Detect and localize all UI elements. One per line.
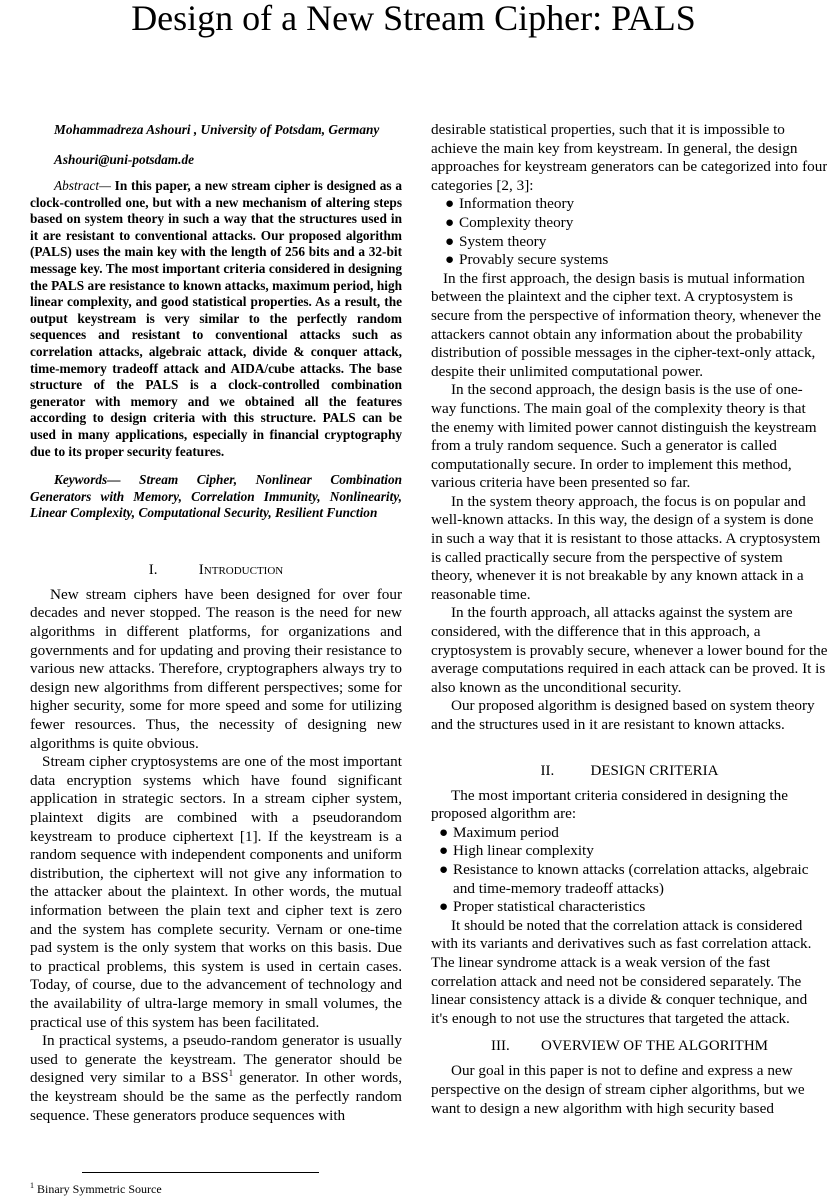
list-item: ● Proper statistical characteristics: [439, 898, 646, 916]
section-3-title: OVERVIEW OF THE ALGORITHM: [541, 1038, 768, 1055]
footnote-number: 1: [30, 1181, 34, 1190]
abstract-text: In this paper, a new stream cipher is designed as a clock-controlled one, but with a new mechanism of altering steps based on system theory in such a way that the structures used in it are resistant to conventional attacks. Our proposed algorithm (PALS) uses the main key with the length of 256 bits and a 32-bit message key. The most important criteria considered in designing the PALS are resistance to known attacks, maximum period, high linear complexity, and good statistical properties. As a result, the output keystream is very similar to the perfectly random sequences and resistant to conventional attacks such as correlation attacks, algebraic attack, divide & conquer attack, time-memory tradeoff attack and AIDA/cube attacks. The base structure of the PALS is a clock-controlled combination generator with memory and we obtained all the features according to design criteria with this structure. PALS can be used in many applications, especially in financial cryptography due to its proper security features.: [30, 178, 402, 459]
keywords: Keywords— Stream Cipher, Nonlinear Combination Generators with Memory, Correlation Immunity, Nonlinearity, Linear Complexity, Computational Security, Resilient Function: [30, 472, 402, 521]
list-item: ● Provably secure systems: [445, 251, 609, 269]
abstract-dash: —: [99, 178, 115, 193]
design-approaches-list: [431, 195, 827, 269]
abstract-label: Abstract: [54, 178, 100, 193]
footnote-text: Binary Symmetric Source: [34, 1182, 162, 1196]
footnote-ref: 1: [228, 1068, 234, 1079]
criteria-paragraph-1: It should be noted that the correlation attack is considered with its variants and derivatives such as fast correlation attack. The linear syndrome attack is a weak version of the fast correlation attack and need not be considered separately. The linear consistency attack is a divide & conquer technique, and it's enough to not use the structures that targeted the attack.: [431, 916, 812, 1027]
intro-paragraph-3-part-b: generator. In other words, the keystream should be the same as the perfectly random sequence. These generators produce sequences with: [30, 1069, 402, 1124]
section-1-title: Introduction: [198, 561, 284, 578]
intro-paragraph-7: In the fourth approach, all attacks against the system are considered, with the difference that in this approach, a cryptosystem is provably secure, whenever a lower bound for the average computations required in each attack can be proved. It is also known as the unconditional security.: [431, 604, 827, 696]
list-item: ● Resistance to known attacks (correlation attacks, algebraic and time-memory tradeoff attacks): [439, 860, 809, 897]
list-item: ● Complexity theory: [445, 213, 574, 231]
paper-title: Design of a New Stream Cipher: PALS: [131, 0, 696, 38]
section-2-number: II.: [540, 762, 555, 779]
overview-paragraph-1: Our goal in this paper is not to define and express a new perspective on the design of stream cipher algorithms, but we want to design a new algorithm with high security based: [431, 1062, 805, 1117]
intro-paragraph-8: Our proposed algorithm is designed based on system theory and the structures used in it are resistant to known attacks.: [431, 697, 815, 733]
footnote: [30, 1182, 162, 1196]
intro-paragraph-4: In the first approach, the design basis is mutual information between the plaintext and the cipher text. A cryptosystem is secure from the perspective of information theory, whenever the attackers cannot obtain any information about the probability distribution of possible messages in the cipher-text-only attack, despite their unlimited computational power.: [431, 269, 821, 380]
intro-paragraph-6: In the system theory approach, the focus is on popular and well-known attacks. In this way, the design of a system is done in such a way that it is resistant to those attacks. A cryptosystem is called practically secure from the perspective of system theory, whenever it is not breakable by any known attack in a reasonable time.: [431, 492, 821, 603]
section-3-heading: [431, 1036, 827, 1056]
list-item: ● Maximum period: [439, 823, 559, 841]
section-1-heading: [30, 560, 402, 580]
intro-paragraph-1: New stream ciphers have been designed for over four decades and never stopped. The reason is the need for new algorithms in different platforms, for organizations and governments and for updating and proving their resistance to various new attacks. Therefore, cryptographers always try to design new algorithms from different perspectives; some for higher security, some for more speed and some for utilizing fewer resources. Thus, the necessity of designing new algorithms is quite obvious.: [30, 585, 402, 752]
author-line: Mohammadreza Ashouri , University of Potsdam, Germany: [54, 122, 380, 137]
intro-paragraph-5: In the second approach, the design basis is the use of one-way functions. The main goal of the complexity theory is that the enemy with limited power cannot distinguish the keystream from a truly random sequence. Such a generator is called computationally secure. In order to implement this method, various criteria have been presented so far.: [431, 381, 817, 492]
left-column: [30, 118, 402, 1125]
abstract: [30, 178, 402, 460]
intro-paragraph-2: Stream cipher cryptosystems are one of the most important data encryption systems which have found significant application in strategic sectors. In a stream cipher system, plaintext digits are combined with a pseudorandom keystream to produce ciphertext [1]. If the keystream is a random sequence with independent components and uniform distribution, the ciphertext will not give any information to the attacker about the plaintext. In other words, the mutual information between the plain text and cipher text is zero and the system has complete security. Vernam or one-time pad system is the only system that works on this basis. Due to practical problems, this system is used in certain cases. Today, of course, due to the advancement of technology and the availability of ultra-large memory in small volumes, the practical use of this system has been facilitated.: [30, 753, 402, 1031]
list-item: ● System theory: [445, 232, 547, 250]
author-email: Ashouri@uni-potsdam.de: [54, 152, 195, 167]
design-criteria-list: [431, 824, 827, 917]
right-column: [431, 121, 827, 1118]
intro-paragraph-3-part-a: In practical systems, a pseudo-random generator is usually used to generate the keystream. The generator should be designed very similar to a BSS: [30, 1032, 402, 1087]
section-1-number: I.: [148, 561, 158, 578]
section-2-title: DESIGN CRITERIA: [590, 762, 719, 779]
criteria-intro: The most important criteria considered in designing the proposed algorithm are:: [431, 786, 788, 823]
intro-paragraph-3-continued: desirable statistical properties, such that it is impossible to achieve the main key from keystream. In general, the design approaches for keystream generators can be categorized into four categories [2, 3]:: [431, 121, 827, 194]
footnote-rule: [82, 1172, 319, 1173]
list-item: ● Information theory: [445, 195, 575, 213]
list-item: ● High linear complexity: [439, 842, 594, 860]
section-2-heading: [431, 761, 827, 781]
intro-paragraph-3: [30, 1032, 402, 1125]
section-3-number: III.: [491, 1038, 510, 1055]
